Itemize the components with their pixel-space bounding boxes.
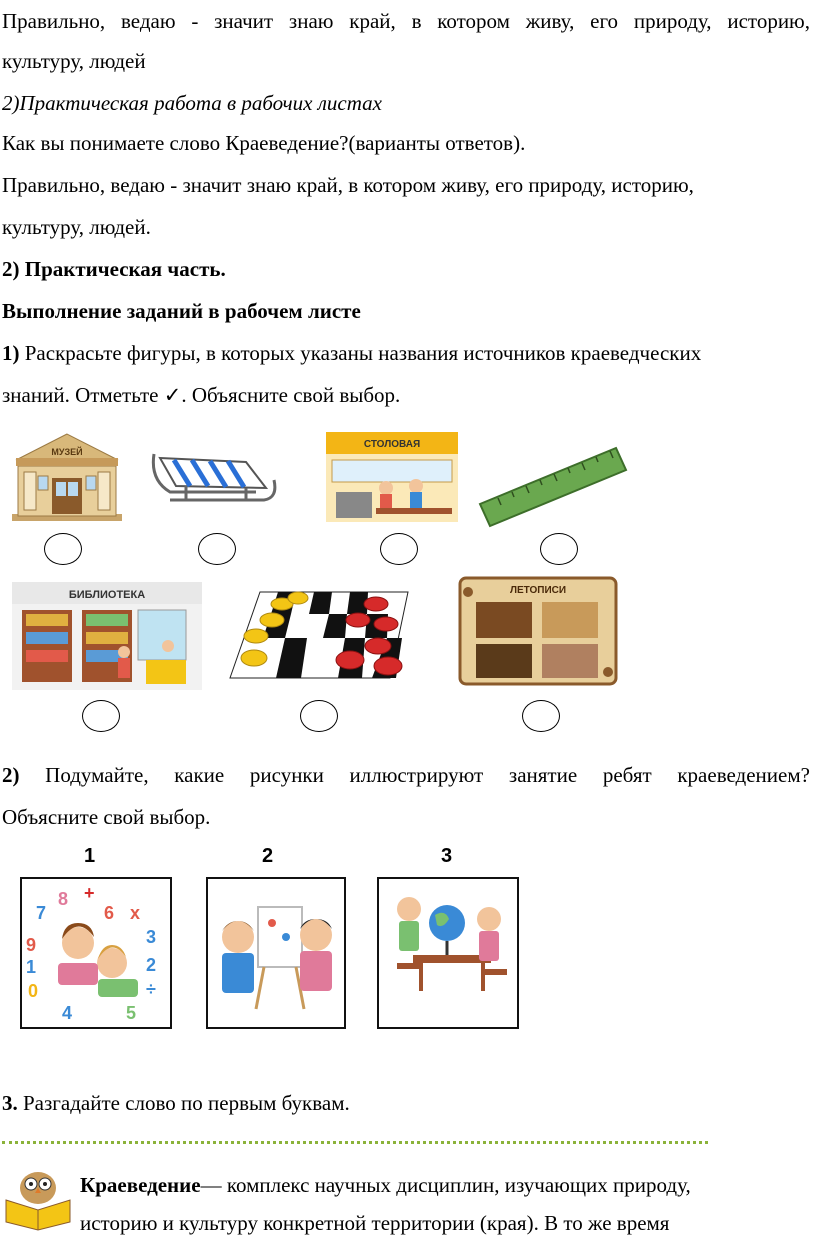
chronicles-sign: ЛЕТОПИСИ [509, 585, 567, 596]
canteen-sign: СТОЛОВАЯ [363, 439, 421, 450]
panel-1-math [20, 877, 172, 1029]
color-circle-museum[interactable] [44, 533, 82, 565]
task-2-word: иллюстрируют [349, 763, 484, 787]
paragraph-1-line-2: культуру, людей [2, 49, 146, 73]
panel-2-label: 2 [262, 845, 274, 867]
check-mark-icon: ✓ [163, 383, 182, 407]
word: - [191, 9, 199, 33]
word: Правильно, [2, 9, 106, 33]
library-sign: БИБЛИОТЕКА [68, 589, 146, 601]
task-2-line-2: Объясните свой выбор. [2, 805, 211, 829]
word: его [590, 9, 619, 33]
definition-line-1 [80, 1170, 691, 1200]
task-2-word: какие [174, 763, 225, 787]
canteen-illustration [326, 432, 458, 522]
checkers-illustration [226, 584, 416, 684]
library-illustration [12, 582, 202, 690]
math-digit: 8 [58, 889, 69, 909]
task-1-text: Раскрасьте фигуры, в которых указаны названия источников краеведческих [24, 341, 702, 365]
task-2-word: рисунки [249, 763, 324, 787]
color-circle-ruler[interactable] [540, 533, 578, 565]
paragraph-2-line-1: Правильно, ведаю - значит знаю край, в котором живу, его природу, историю, [2, 173, 694, 197]
museum-sign: МУЗЕЙ [51, 447, 83, 457]
word: в [411, 9, 422, 33]
task-1-line-1 [2, 340, 814, 366]
panel-3-label: 3 [441, 845, 453, 867]
definition-line-2: историю и культуру конкретной территории (края). В то же время [80, 1211, 670, 1235]
task-2-line-1 [2, 762, 810, 788]
practical-work-heading: 2)Практическая работа в рабочих листах [2, 91, 382, 115]
word: природу, [633, 9, 712, 33]
word: живу, [525, 9, 575, 33]
math-digit: 3 [146, 927, 157, 947]
color-circle-sled[interactable] [198, 533, 236, 565]
task-3-line [2, 1090, 350, 1116]
definition-term: Краеведение [80, 1173, 201, 1197]
word: значит [214, 9, 274, 33]
word: край, [349, 9, 396, 33]
math-digit: 9 [26, 935, 37, 955]
sled-illustration [146, 440, 280, 522]
math-digit: 5 [126, 1003, 137, 1023]
paragraph-2-line-2: культуру, людей. [2, 215, 151, 239]
question-line: Как вы понимаете слово Краеведение?(варианты ответов). [2, 131, 526, 155]
practical-part-heading: 2) Практическая часть. [2, 257, 226, 281]
task-2-word: занятие [508, 763, 578, 787]
panel-2-painting [206, 877, 346, 1029]
math-digit: + [84, 883, 95, 903]
color-circle-canteen[interactable] [380, 533, 418, 565]
task-3-number: 3. [2, 1091, 18, 1115]
panel-1-label: 1 [84, 845, 96, 867]
definition-text: — комплекс научных дисциплин, изучающих природу, [200, 1173, 691, 1197]
color-circle-library[interactable] [82, 700, 120, 732]
color-circle-chronicles[interactable] [522, 700, 560, 732]
task-2-word: ребят [602, 763, 652, 787]
math-digit: 1 [26, 957, 37, 977]
panel-3-globe [377, 877, 519, 1029]
task-2-word: Подумайте, [45, 763, 149, 787]
ruler-illustration [472, 436, 630, 528]
task-2-word: краеведением? [677, 763, 810, 787]
word: знаю [288, 9, 334, 33]
math-digit: x [130, 903, 141, 923]
math-digit: 4 [62, 1003, 73, 1023]
word: котором [437, 9, 510, 33]
paragraph-1-line-1 [2, 8, 810, 34]
task-1-text-a: знаний. Отметьте [2, 383, 159, 407]
task-3-text: Разгадайте слово по первым буквам. [23, 1091, 350, 1115]
book-owl-icon [2, 1160, 76, 1232]
dotted-divider [2, 1141, 708, 1144]
museum-illustration [8, 428, 126, 523]
math-digit: 6 [104, 903, 115, 923]
chronicles-illustration [454, 572, 622, 690]
task-1-line-2 [2, 382, 400, 408]
math-digit: 7 [36, 903, 47, 923]
word: историю, [727, 9, 810, 33]
color-circle-checkers[interactable] [300, 700, 338, 732]
tasks-heading: Выполнение заданий в рабочем листе [2, 299, 361, 323]
math-digit: ÷ [146, 979, 156, 999]
math-digit: 0 [28, 981, 39, 1001]
task-1-text-b: . Объясните свой выбор. [181, 383, 401, 407]
task-1-number: 1) [2, 341, 20, 365]
word: ведаю [120, 9, 176, 33]
math-digit: 2 [146, 955, 157, 975]
task-2-number: 2) [2, 763, 20, 787]
